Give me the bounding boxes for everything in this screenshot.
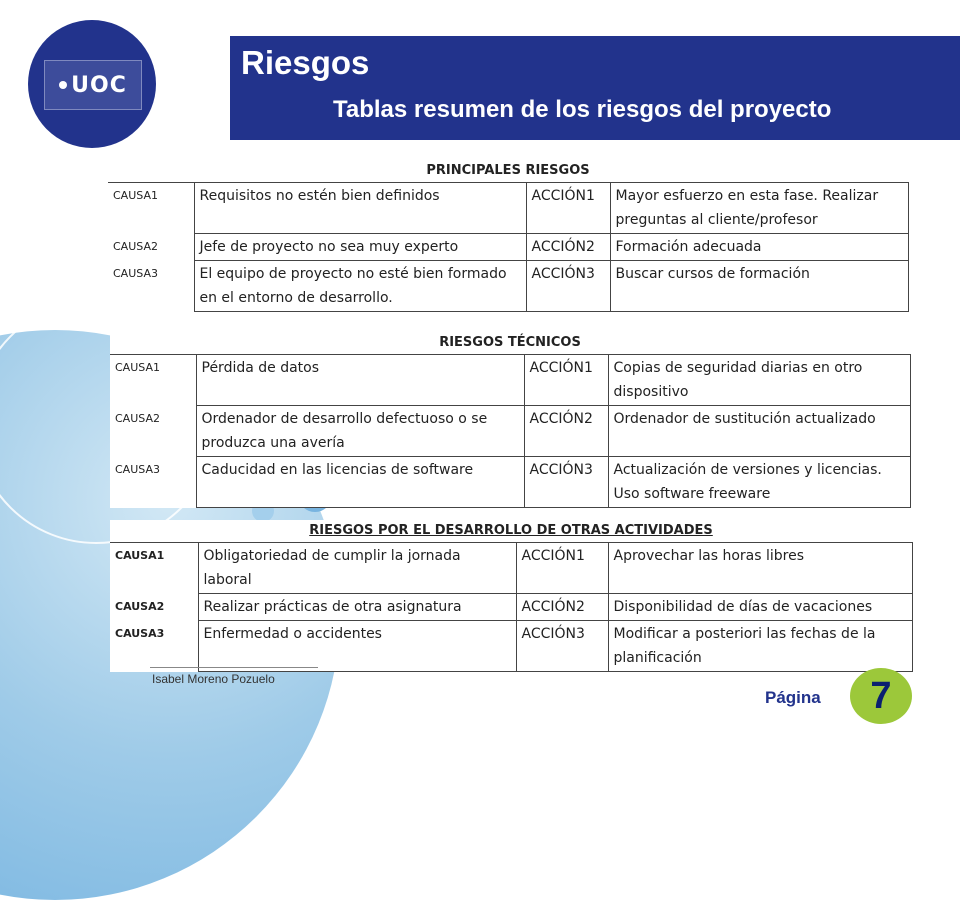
cause-label: CAUSA1 xyxy=(108,183,194,234)
table-row xyxy=(110,594,912,621)
action-description: Copias de seguridad diarias en otro dispositivo xyxy=(608,355,910,406)
risk-table-other-activities xyxy=(110,520,913,672)
table-row xyxy=(110,457,910,508)
action-label: ACCIÓN3 xyxy=(524,457,608,508)
action-label: ACCIÓN2 xyxy=(526,234,610,261)
action-description: Disponibilidad de días de vacaciones xyxy=(608,594,912,621)
cause-description: Jefe de proyecto no sea muy experto xyxy=(194,234,526,261)
table-row xyxy=(110,543,912,594)
cause-description: Requisitos no estén bien definidos xyxy=(194,183,526,234)
page-title: Riesgos xyxy=(241,44,370,81)
page-label: Página xyxy=(765,688,821,707)
table-row xyxy=(110,621,912,672)
footer-divider xyxy=(150,667,318,668)
table-title: RIESGOS TÉCNICOS xyxy=(110,332,910,355)
cause-label: CAUSA1 xyxy=(110,355,196,406)
table-row xyxy=(108,261,908,312)
table-row xyxy=(110,355,910,406)
action-description: Mayor esfuerzo en esta fase. Realizar preguntas al cliente/profesor xyxy=(610,183,908,234)
cause-label: CAUSA3 xyxy=(110,621,198,672)
action-label: ACCIÓN2 xyxy=(516,594,608,621)
action-description: Actualización de versiones y licencias. Uso software freeware xyxy=(608,457,910,508)
action-description: Modificar a posteriori las fechas de la planificación xyxy=(608,621,912,672)
cause-description: Realizar prácticas de otra asignatura xyxy=(198,594,516,621)
action-description: Aprovechar las horas libres xyxy=(608,543,912,594)
table-title: RIESGOS POR EL DESARROLLO DE OTRAS ACTIVIDADES xyxy=(110,520,912,543)
table-title: PRINCIPALES RIESGOS xyxy=(108,160,908,183)
cause-description: El equipo de proyecto no esté bien formado en el entorno de desarrollo. xyxy=(194,261,526,312)
action-description: Ordenador de sustitución actualizado xyxy=(608,406,910,457)
table-row xyxy=(108,234,908,261)
author-name: Isabel Moreno Pozuelo xyxy=(152,672,275,686)
table-row xyxy=(108,183,908,234)
action-label: ACCIÓN3 xyxy=(526,261,610,312)
cause-description: Pérdida de datos xyxy=(196,355,524,406)
table-row xyxy=(110,406,910,457)
page-subtitle: Tablas resumen de los riesgos del proyecto xyxy=(333,96,832,123)
risk-table-principal xyxy=(108,160,909,312)
uoc-logo xyxy=(44,60,142,110)
action-description: Formación adecuada xyxy=(610,234,908,261)
cause-label: CAUSA2 xyxy=(108,234,194,261)
action-label: ACCIÓN1 xyxy=(524,355,608,406)
action-label: ACCIÓN1 xyxy=(526,183,610,234)
action-label: ACCIÓN2 xyxy=(524,406,608,457)
cause-description: Caducidad en las licencias de software xyxy=(196,457,524,508)
logo-text: UOC xyxy=(71,72,127,98)
page-number-badge: 7 xyxy=(850,668,912,724)
cause-description: Ordenador de desarrollo defectuoso o se produzca una avería xyxy=(196,406,524,457)
action-description: Buscar cursos de formación xyxy=(610,261,908,312)
cause-label: CAUSA2 xyxy=(110,406,196,457)
action-label: ACCIÓN3 xyxy=(516,621,608,672)
cause-description: Obligatoriedad de cumplir la jornada laboral xyxy=(198,543,516,594)
cause-description: Enfermedad o accidentes xyxy=(198,621,516,672)
cause-label: CAUSA1 xyxy=(110,543,198,594)
cause-label: CAUSA2 xyxy=(110,594,198,621)
logo-mark-icon xyxy=(59,81,67,89)
header-bar xyxy=(230,36,960,140)
action-label: ACCIÓN1 xyxy=(516,543,608,594)
cause-label: CAUSA3 xyxy=(110,457,196,508)
risk-table-technical xyxy=(110,332,911,508)
cause-label: CAUSA3 xyxy=(108,261,194,312)
